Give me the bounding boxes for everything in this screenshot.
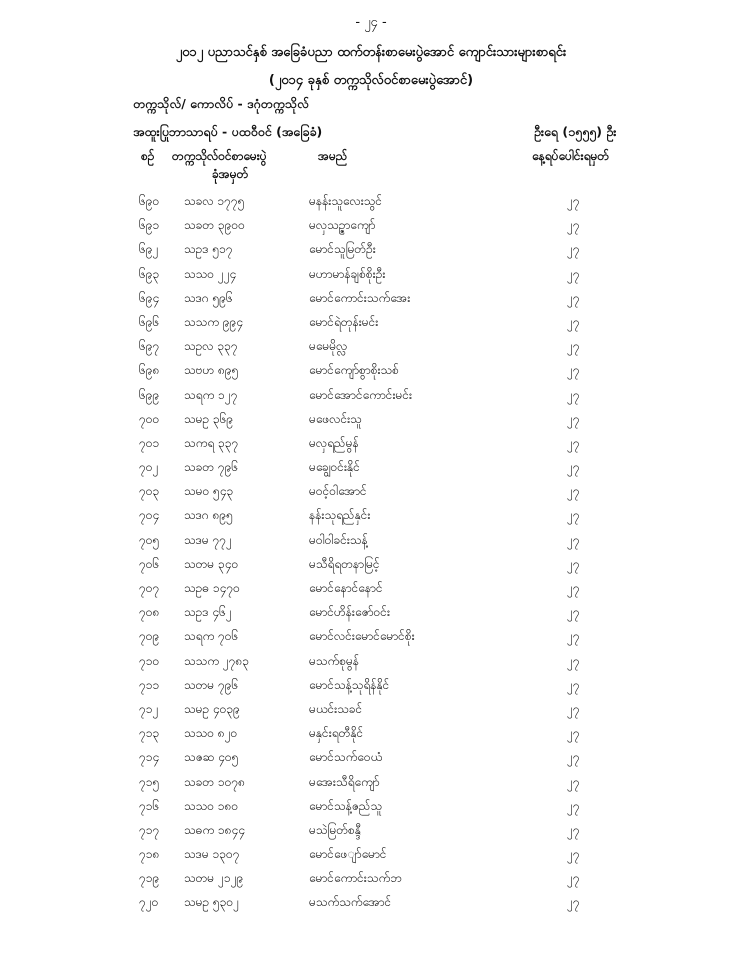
registration-number: သတမ ၂၁၂၉	[184, 871, 244, 886]
table-row	[0, 287, 742, 311]
student-name: မဖေလင်းသူ	[309, 411, 362, 426]
table-row	[0, 263, 742, 287]
registration-number: သဥလ ၃၃၇	[184, 339, 238, 354]
table-row	[0, 867, 742, 891]
subject-line: အထူးပြုဘာသာရပ် - ပထဝီဝင် (အခြေခံ)	[133, 124, 323, 139]
mark-value: ၂၇	[567, 653, 580, 668]
registration-number: သဒဂ ၈၉၅	[184, 508, 233, 523]
student-name: မနန်းသူလေးသွင်	[309, 194, 382, 208]
table-row	[0, 190, 742, 214]
table-row	[0, 432, 742, 456]
student-name: မောင်သန့်သုရိန်နိုင်	[309, 677, 390, 692]
registration-number: သဒမ ၁၃၀၇	[184, 847, 240, 862]
table-row	[0, 625, 742, 649]
registration-number: သဒဂ ၅၉၆	[184, 290, 233, 305]
table-row	[0, 722, 742, 746]
row-number: ၇၀၈	[139, 605, 160, 620]
registration-number: သဥဒ ၅၁၇	[184, 242, 233, 257]
registration-number: သဥဒ ၄၆၂	[184, 605, 232, 620]
table-row	[0, 359, 742, 383]
student-name: မချွေဝင်းနိုင်	[309, 460, 360, 475]
student-name: မောင်ကောင်းသက်အေး	[309, 290, 411, 305]
registration-number: သမဥ ၄၀၃၉	[184, 701, 240, 716]
mark-value: ၂၇	[567, 290, 580, 305]
student-name: မောင်အောင်ကောင်းမင်း	[309, 387, 413, 402]
student-name: နန်းသုရည်နှင်း	[309, 508, 371, 523]
registration-number: သဥဓ ၁၄၇၀	[184, 581, 240, 595]
table-row	[0, 311, 742, 335]
student-name: မဟာမာန်ချစ်စိုးဦး	[309, 266, 386, 281]
registration-number: သတမ ၇၉၆	[184, 677, 239, 692]
registration-number: သသက ၂၇၈၃	[184, 653, 250, 668]
student-name: မောင်သူမြတ်ဦး	[309, 242, 376, 257]
mark-value: ၂၇	[567, 339, 580, 354]
row-number: ၇၁၁	[139, 677, 160, 692]
row-number: ၇၁၀	[139, 653, 160, 668]
table-row	[0, 214, 742, 238]
mark-value: ၂၇	[567, 508, 580, 523]
row-number: ၇၀၂	[139, 460, 159, 475]
student-name: မအေးသီရိကျော်	[309, 774, 380, 789]
table-row	[0, 674, 742, 698]
mark-value: ၂၇	[567, 750, 580, 765]
table-row	[0, 504, 742, 528]
table-row	[0, 335, 742, 359]
student-name: မလှရည်မွန်	[309, 435, 359, 450]
student-name: မောင်ကျော်စွာစိုးသစ်	[309, 363, 399, 378]
registration-number: သသဝ ၁၈၀	[184, 798, 239, 813]
table-row	[0, 577, 742, 601]
mark-value: ၂၇	[567, 363, 580, 378]
row-number: ၇၀၅	[139, 532, 160, 547]
row-number: ၇၁၈	[139, 847, 160, 862]
table-row	[0, 384, 742, 408]
row-number: ၇၁၃	[139, 726, 160, 741]
student-name: မနှင်းရတီနိုင်	[309, 726, 364, 741]
mark-value: ၂၇	[567, 266, 580, 281]
registration-number: သဇဆ ၄၀၅	[184, 750, 239, 765]
student-name: မသက်စုမွန်	[309, 653, 360, 668]
mark-value: ၂၇	[567, 242, 580, 257]
registration-number: သဓက ၁၈၄၄	[184, 822, 246, 837]
registration-number: သဒမ ၇၇၂	[184, 532, 232, 547]
registration-number: သရက ၁၂၇	[184, 387, 238, 402]
student-name: မမေမိုလ္လ	[309, 339, 348, 354]
student-name: မဝါဝါခင်းသန့်	[309, 532, 368, 547]
student-name: မလှသဉ္ဇာကျော်	[309, 218, 376, 233]
header-reg-line2: ခုံအမှတ်	[212, 167, 249, 181]
mark-value: ၂၇	[567, 387, 580, 402]
row-number: ၇၀၉	[139, 629, 160, 644]
row-number: ၇၁၇	[139, 822, 160, 837]
table-row	[0, 819, 742, 843]
student-name: မဝင့်ဝါအောင်	[309, 484, 367, 499]
table-row	[0, 650, 742, 674]
mark-value: ၂၇	[567, 629, 580, 644]
mark-value: ၂၇	[567, 798, 580, 813]
mark-value: ၂၇	[567, 581, 580, 595]
registration-number: သမဝ ၅၄၃	[184, 484, 234, 499]
student-name: မသက်သက်အောင်	[309, 895, 392, 910]
row-number: ၇၀၃	[139, 484, 160, 499]
student-name: မသီရိရတနာမြင့်	[309, 556, 380, 571]
header-reg-line1: တက္ကသိုလ်ဝင်စာမေးပွဲ	[172, 149, 267, 163]
mark-value: ၂၇	[567, 822, 580, 837]
mark-value: ၂၇	[567, 847, 580, 862]
registration-number: သခတ ၇၉၆	[184, 460, 239, 475]
registration-number: သမဥ ၃၆၉	[184, 411, 234, 426]
document-title: ၂၀၁၂ ပညာသင်နှစ် အခြေခံပညာ ထက်တန်းစာမေးပွဲအောင် ကျောင်းသားများစာရင်း	[175, 45, 567, 60]
row-number: ၆၉၈	[139, 363, 160, 378]
mark-value: ၂၇	[567, 484, 580, 499]
mark-value: ၂၇	[567, 871, 580, 886]
header-marks: နေ့ရပ်ပေါင်းရမှတ်	[532, 149, 610, 163]
table-row	[0, 456, 742, 480]
page-number: - ၂၄ -	[355, 15, 387, 30]
mark-value: ၂၇	[567, 532, 580, 547]
student-name: မောင်နောင်နောင်	[309, 581, 383, 595]
registration-number: သမဥ ၅၃၀၂	[184, 895, 240, 910]
student-name: မောင်ကောင်းသက်ဘ	[309, 871, 402, 886]
registration-number: သသဝ ၂၂၄	[184, 266, 237, 281]
table-row	[0, 238, 742, 262]
table-row	[0, 843, 742, 867]
header-name: အမည်	[318, 149, 348, 163]
row-number: ၇၀၆	[139, 556, 160, 571]
registration-number: သခတ ၁၀၇၈	[184, 774, 245, 789]
row-number: ၇၁၉	[139, 871, 160, 886]
row-number: ၇၂၀	[139, 895, 159, 910]
mark-value: ၂၇	[567, 218, 580, 233]
registration-number: သကရ ၃၃၇	[184, 435, 239, 450]
table-row	[0, 771, 742, 795]
row-number: ၇၀၀	[139, 411, 160, 426]
mark-value: ၂၇	[567, 701, 580, 716]
row-number: ၇၀၄	[139, 508, 160, 523]
row-number: ၆၉၂	[139, 242, 159, 257]
row-number: ၇၁၅	[139, 774, 160, 789]
table-row	[0, 698, 742, 722]
table-row	[0, 553, 742, 577]
registration-number: သသက ၉၉၄	[184, 314, 244, 329]
registration-number: သခတ ၃၉၀၀	[184, 218, 245, 233]
row-number: ၆၉၆	[139, 314, 160, 329]
row-number: ၇၀၁	[139, 435, 160, 450]
row-number: ၇၁၂	[139, 701, 159, 716]
table-row	[0, 891, 742, 915]
mark-value: ၂၇	[567, 726, 580, 741]
row-number: ၇၀၇	[139, 581, 160, 595]
registration-number: သတမ ၃၄၀	[184, 556, 239, 571]
table-row	[0, 480, 742, 504]
table-row	[0, 746, 742, 770]
registration-number: သဗဟ ၈၉၅	[184, 363, 239, 378]
results-table	[0, 190, 742, 916]
row-number: ၆၉၀	[139, 194, 160, 208]
table-row	[0, 601, 742, 625]
table-row	[0, 795, 742, 819]
student-name: မောင်ဖေျာ်မောင်	[309, 847, 387, 862]
row-number: ၆၉၇	[139, 339, 160, 354]
mark-value: ၂၇	[567, 460, 580, 475]
row-number: ၇၁၆	[139, 798, 160, 813]
table-row	[0, 408, 742, 432]
table-row	[0, 529, 742, 553]
student-name: မောင်ရဲတုန်းမင်း	[309, 314, 379, 329]
student-name: မောင်လင်းမောင်မောင်စိုး	[309, 629, 415, 644]
mark-value: ၂၇	[567, 895, 580, 910]
row-number: ၆၉၉	[139, 387, 160, 402]
mark-value: ၂၇	[567, 774, 580, 789]
university-line: တက္ကသိုလ်/ ကောလိပ် - ဒဂုံတက္ကသိုလ်	[133, 96, 309, 111]
row-number: ၆၉၁	[139, 218, 160, 233]
student-name: မသဲမြတ်စန္ဒီ	[309, 822, 361, 837]
mark-value: ၂၇	[567, 556, 580, 571]
mark-value: ၂၇	[567, 435, 580, 450]
registration-number: သခလ ၁၇၇၅	[184, 194, 245, 208]
student-name: မယင်းသခင်	[309, 701, 363, 716]
document-subtitle: (၂၀၁၄ ခုနှစ် တက္ကသိုလ်ဝင်စာမေးပွဲအောင်)	[268, 73, 474, 88]
row-number: ၇၁၄	[139, 750, 160, 765]
mark-value: ၂၇	[567, 411, 580, 426]
student-name: မောင်သက်ဝေယံ	[309, 750, 383, 765]
registration-number: သသဝ ၈၂၀	[184, 726, 238, 741]
mark-value: ၂၇	[567, 605, 580, 620]
student-name: မောင်ဟိန်းဇော်ဝင်း	[309, 605, 390, 620]
student-name: မောင်သန့်ဇည်သူ	[309, 798, 383, 813]
mark-value: ၂၇	[567, 677, 580, 692]
header-no: စဉ်	[141, 149, 155, 163]
mark-value: ၂၇	[567, 194, 580, 208]
count-line: ဦးရေ (၁၅၅၅) ဦး	[534, 124, 617, 139]
row-number: ၆၉၃	[139, 266, 160, 281]
mark-value: ၂၇	[567, 314, 580, 329]
row-number: ၆၉၄	[139, 290, 160, 305]
registration-number: သရက ၇၀၆	[184, 629, 239, 644]
